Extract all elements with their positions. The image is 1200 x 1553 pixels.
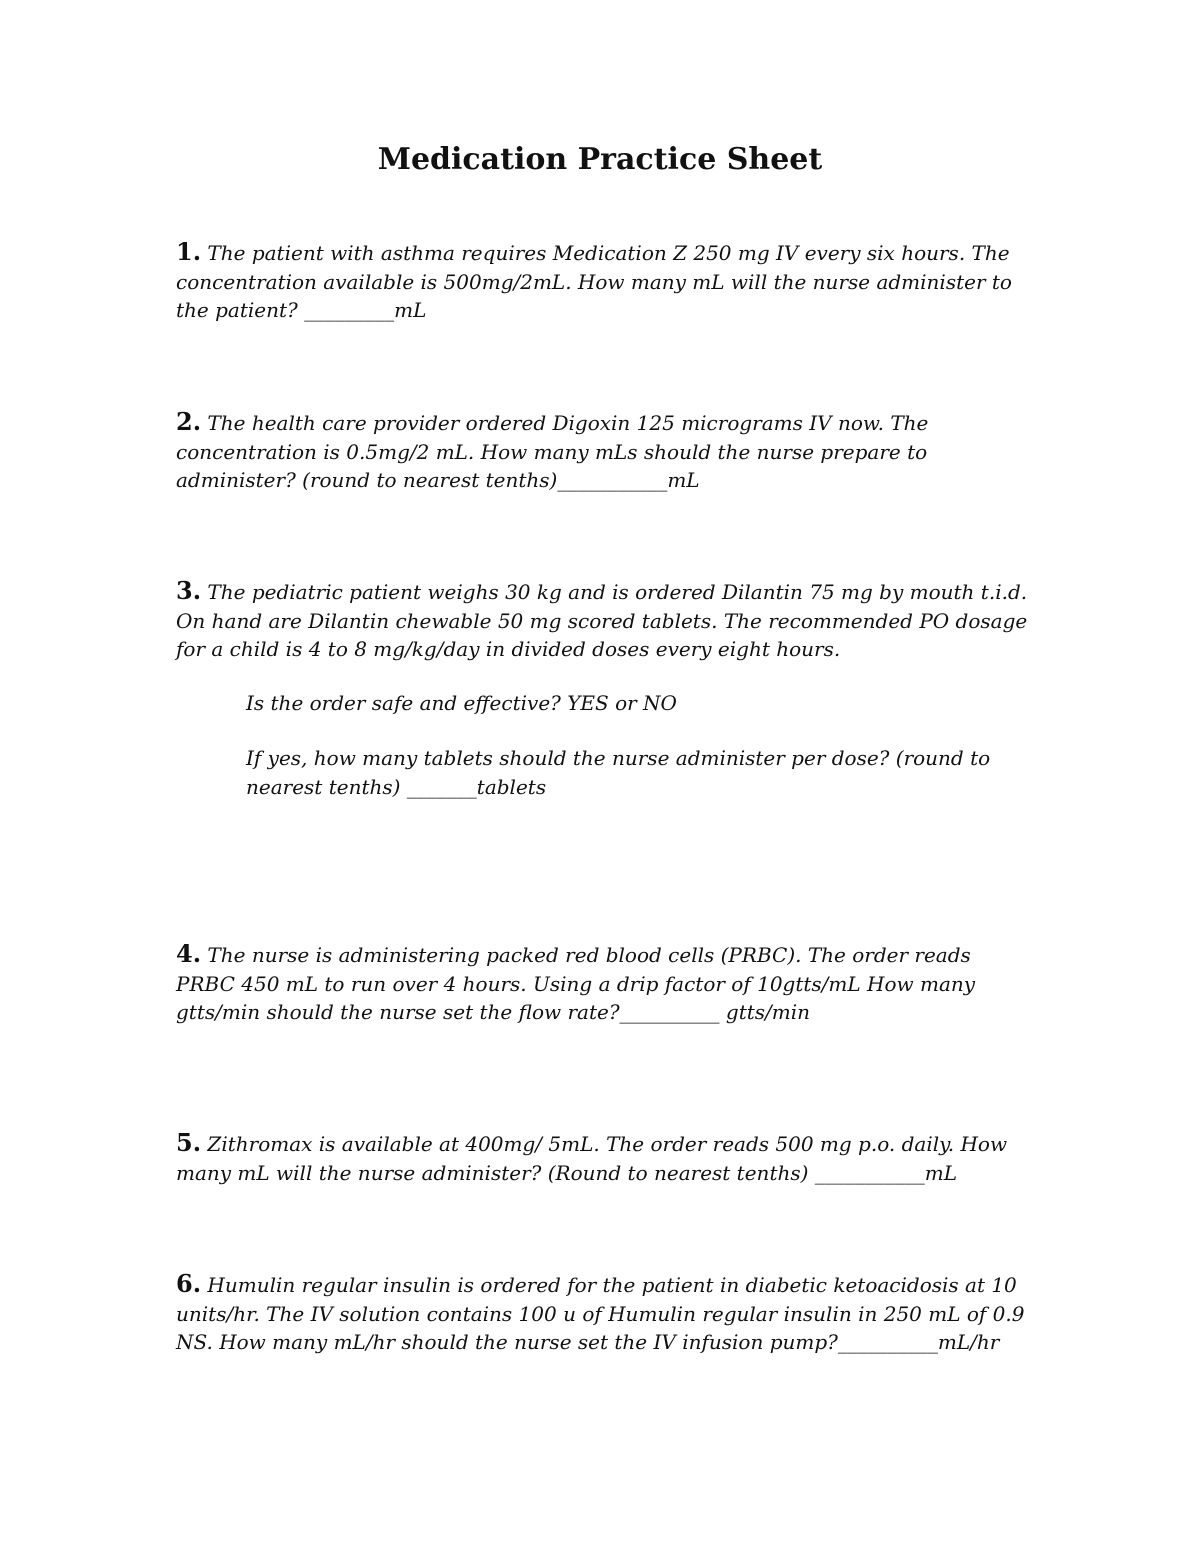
question-number: 5. bbox=[176, 1128, 202, 1157]
question-text: The health care provider ordered Digoxin 125 micrograms IV now. The concentration is 0.5mg/2 mL. How many mLs should the nurse prepare to administer? (round to nearest tenths)___________mL bbox=[176, 411, 929, 492]
question-number: 4. bbox=[176, 939, 202, 968]
question-3 bbox=[176, 577, 1036, 664]
question-text: The patient with asthma requires Medication Z 250 mg IV every six hours. The concentration available is 500mg/2mL. How many mL will the nurse administer to the patient? _________mL bbox=[176, 241, 1012, 322]
question-number: 6. bbox=[176, 1269, 202, 1298]
question-text: The nurse is administering packed red blood cells (PRBC). The order reads PRBC 450 mL to run over 4 hours. Using a drip factor of 10gtts/mL How many gtts/min should the nurse set the flow rate?__________ gtts/min bbox=[176, 943, 976, 1024]
question-3-sub-b: If yes, how many tablets should the nurse administer per dose? (round to nearest tenths) _______tablets bbox=[246, 746, 991, 799]
question-number: 1. bbox=[176, 237, 202, 266]
question-3-sub-a: Is the order safe and effective? YES or NO bbox=[246, 691, 677, 715]
question-5 bbox=[176, 1129, 1036, 1187]
question-number: 3. bbox=[176, 576, 202, 605]
question-2 bbox=[176, 408, 1036, 495]
question-6 bbox=[176, 1270, 1036, 1357]
question-number: 2. bbox=[176, 407, 202, 436]
question-4 bbox=[176, 940, 1036, 1027]
page-title: Medication Practice Sheet bbox=[377, 142, 823, 177]
question-text: The pediatric patient weighs 30 kg and is ordered Dilantin 75 mg by mouth t.i.d. On hand are Dilantin chewable 50 mg scored tablets. The recommended PO dosage for a child is 4 to 8 mg/kg/day in divided doses every eight hours. bbox=[176, 580, 1028, 661]
question-text: Humulin regular insulin is ordered for the patient in diabetic ketoacidosis at 10 units/hr. The IV solution contains 100 u of Humulin regular insulin in 250 mL of 0.9 NS. How many mL/hr should the nurse set the IV infusion pump?__________mL/hr bbox=[176, 1273, 1025, 1354]
question-1 bbox=[176, 238, 1036, 325]
question-text: Zithromax is available at 400mg/ 5mL. The order reads 500 mg p.o. daily. How many mL will the nurse administer? (Round to nearest tenths) ___________mL bbox=[176, 1132, 1008, 1185]
